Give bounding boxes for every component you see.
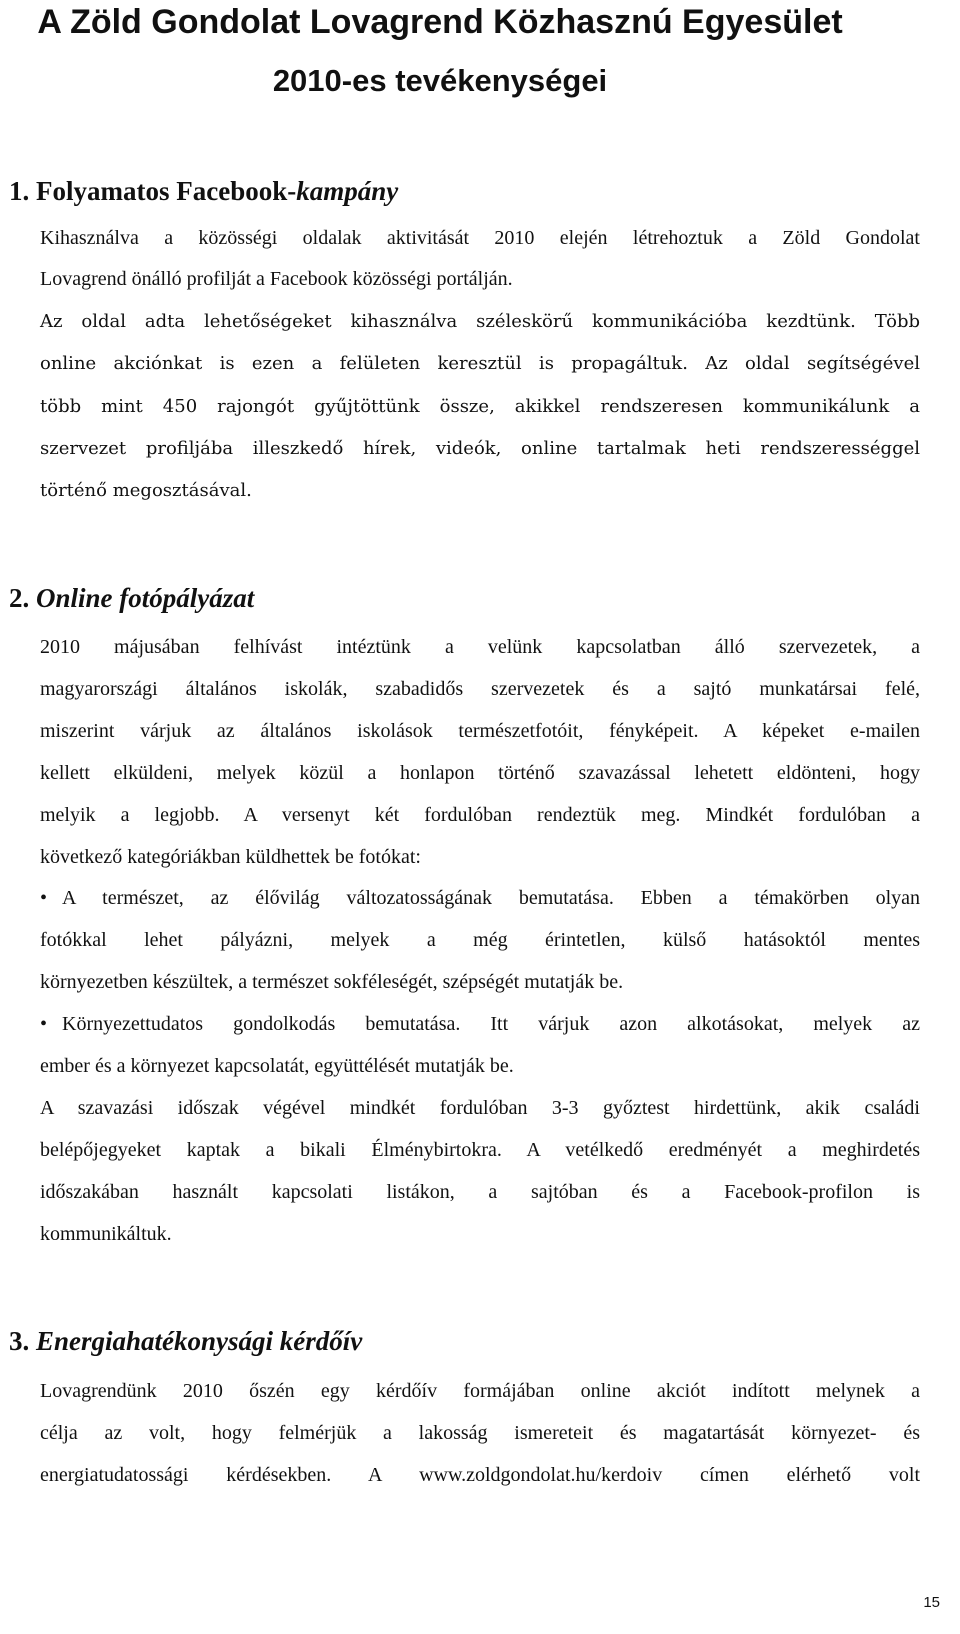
section-2-after-line: időszakában használt kapcsolati listákon, a sajtóban és a Facebook-profilon is <box>40 1181 920 1203</box>
section-2-after-line: belépőjegyeket kaptak a bikali Élménybirtokra. A vetélkedő eredményét a meghirdetés <box>40 1139 920 1161</box>
document-title: A Zöld Gondolat Lovagrend Közhasznú Egyesület <box>37 3 843 41</box>
section-3-line: Lovagrendünk 2010 őszén egy kérdőív formájában online akciót indított melynek a <box>40 1380 920 1402</box>
section-3-line: energiatudatossági kérdésekben. A www.zoldgondolat.hu/kerdoiv címen elérhető volt <box>40 1464 920 1486</box>
section-1-heading-regular: Folyamatos Facebook- <box>36 176 297 206</box>
bullet-item-1-line: környezetben készültek, a természet sokféleségét, szépségét mutatják be. <box>40 971 624 993</box>
bullet-marker: • <box>40 887 48 909</box>
section-1-line: online akciónkat is ezen a felületen keresztül is propagáltuk. Az oldal segítségével <box>40 353 920 374</box>
section-1-number: 1. <box>9 176 30 206</box>
bullet-item-2-first: Környezettudatos gondolkodás bemutatása. Itt várjuk azon alkotásokat, melyek az <box>62 1013 920 1035</box>
section-2-line: kellett elküldeni, melyek közül a honlapon történő szavazással lehetett eldönteni, hogy <box>40 762 920 784</box>
section-1-heading <box>9 176 398 207</box>
section-2-line: következő kategóriákban küldhettek be fotókat: <box>40 846 421 868</box>
section-2-line: melyik a legjobb. A versenyt két fordulóban rendeztük meg. Mindkét fordulóban a <box>40 804 920 826</box>
section-2-after-line: kommunikáltuk. <box>40 1223 172 1245</box>
section-3-heading <box>9 1326 362 1357</box>
section-2-line: 2010 májusában felhívást intéztünk a velünk kapcsolatban álló szervezetek, a <box>40 636 920 658</box>
section-3-number: 3. <box>9 1326 30 1356</box>
section-1-line: szervezet profiljába illeszkedő hírek, videók, online tartalmak heti rendszerességgel <box>40 438 920 459</box>
section-2-line: magyarországi általános iskolák, szabadidős szervezetek és a sajtó munkatársai felé, <box>40 678 920 700</box>
section-2-after-line: A szavazási időszak végével mindkét fordulóban 3-3 győztest hirdettünk, akik családi <box>40 1097 920 1119</box>
section-1-line: Lovagrend önálló profilját a Facebook közösségi portálján. <box>40 268 513 290</box>
section-1-heading-italic: kampány <box>296 176 399 206</box>
section-2-number: 2. <box>9 583 30 613</box>
bullet-marker: • <box>40 1013 48 1035</box>
bullet-item-1-first: A természet, az élővilág változatosságának bemutatása. Ebben a témakörben olyan <box>62 887 920 909</box>
document-subtitle: 2010-es tevékenységei <box>272 63 608 98</box>
section-2-heading-italic: Online fotópályázat <box>36 583 255 613</box>
section-1-line: történő megosztásával. <box>40 480 252 501</box>
section-3-line: célja az volt, hogy felmérjük a lakosság ismereteit és magatartását környezet- és <box>40 1422 920 1444</box>
section-1-line: több mint 450 rajongót gyűjtöttünk össze, akikkel rendszeresen kommunikálunk a <box>40 396 920 417</box>
bullet-item-1-line: fotókkal lehet pályázni, melyek a még érintetlen, külső hatásoktól mentes <box>40 929 920 951</box>
section-3-heading-italic: Energiahatékonysági kérdőív <box>36 1326 363 1356</box>
section-2-line: miszerint várjuk az általános iskolások természetfotóit, fényképeit. A képeket e-mailen <box>40 720 920 742</box>
bullet-item-2-line: ember és a környezet kapcsolatát, együttélését mutatják be. <box>40 1055 514 1077</box>
section-1-line: Kihasználva a közösségi oldalak aktivitását 2010 elején létrehoztuk a Zöld Gondolat <box>40 227 920 249</box>
section-1-line: Az oldal adta lehetőségeket kihasználva széleskörű kommunikációba kezdtünk. Több <box>40 311 920 332</box>
page-number: 15 <box>923 1594 940 1611</box>
section-2-heading <box>9 583 254 614</box>
